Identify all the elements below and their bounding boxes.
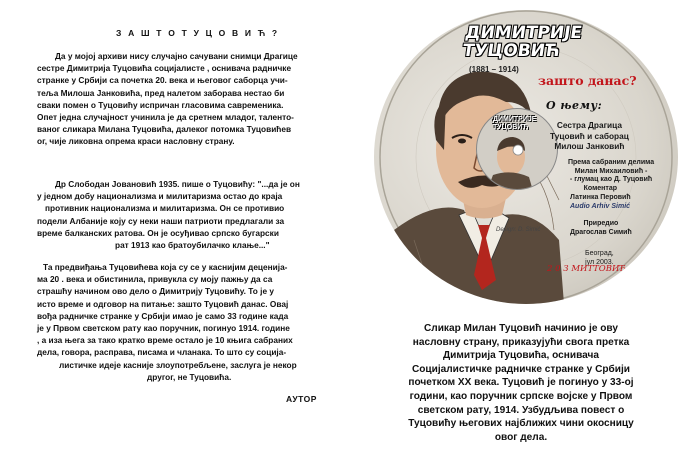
cd-studio: Audio Arhiv Simić bbox=[570, 203, 631, 210]
cd-text-line: Милан Михаиловић - bbox=[574, 167, 648, 175]
author-signature: АУТОР bbox=[286, 394, 317, 404]
text-line: страшћу начином ово дело о Димитрију Туцовићу. То је у bbox=[37, 286, 274, 297]
mini-title-line: ДИМИТРИЈЕ bbox=[493, 116, 537, 123]
text-line: исто време и одговор на питање: зашто Туцовић данас. Овај bbox=[37, 298, 289, 309]
cd-years: (1881 – 1914) bbox=[469, 65, 519, 74]
text-line: сваки помен о Туцовићу испричан гласовима савременика. bbox=[37, 99, 284, 110]
text-line: сестре Димитрија Туцовића социјалисте , оснивача радничке bbox=[37, 63, 292, 74]
text-line: Да у мојој архиви нису случајно сачувани снимци Драгице bbox=[55, 51, 298, 61]
cd-cover-illustration bbox=[374, 10, 678, 304]
text-line: ог, чије ликовна опрема краси насловну страну. bbox=[37, 136, 235, 147]
cd-about-label: О њему: bbox=[546, 99, 603, 112]
text-line: ма 20 . века и обистинила, привукла су мојy пажњу да са bbox=[37, 274, 273, 285]
text-line: је у Првом светском рату као поручник, погинуо 1914. године bbox=[37, 323, 290, 334]
mini-cd-thumbnail bbox=[476, 108, 558, 190]
text-line: ваног сликара Милана Туцовића, далеког потомка Туцовићев bbox=[37, 124, 292, 135]
text-line: време балканских ратова. Он је осуђивао српско бугарски bbox=[37, 227, 279, 238]
text-line: теља Милоша Јанковића, пред налетом заборава нестао би bbox=[37, 87, 285, 98]
caption-line: овог дела. bbox=[494, 431, 548, 443]
cd-text-line: јул 2003. bbox=[585, 258, 614, 266]
text-line: рат 1913 као братоубилачко клање..." bbox=[115, 240, 270, 251]
text-line: подели Албаније коју су неки наши патриоти предлагали за bbox=[37, 215, 285, 226]
cd-text-line: Латинка Перовић bbox=[570, 193, 631, 201]
caption-line: почетком XX века. Туцовић је погинуо у 33-ој bbox=[408, 377, 634, 389]
paragraph-quote bbox=[37, 178, 337, 251]
text-line: Др Слободан Јовановић 1935. пише о Туцовићу: "...да је он bbox=[55, 179, 300, 189]
cd-text-line: Милош Јанковић bbox=[554, 141, 625, 151]
text-line: листичке идеје касније злоупотребљене, заслуга је некор bbox=[59, 359, 297, 370]
cd-text-line: - глумац као Д. Туцовић bbox=[569, 176, 653, 183]
cd-text-line: Према сабраним делима bbox=[568, 159, 655, 166]
caption-line: насловну страну, приказујући свога претка bbox=[412, 336, 630, 348]
mini-title-line: ТУЦОВИЋ bbox=[493, 123, 529, 131]
text-line: другог, не Туцовића. bbox=[147, 371, 232, 382]
cd-text-line: Коментар bbox=[583, 185, 617, 192]
cd-excerpts bbox=[568, 159, 654, 185]
cd-sketch-note: 2 0 3 МИТТОВИЋ bbox=[547, 264, 627, 274]
cd-speakers bbox=[550, 120, 629, 152]
cd-subtitle: зашто данас? bbox=[538, 73, 637, 88]
text-line: противник национализма и милитаризма. Он се противио bbox=[45, 203, 285, 214]
cd-title-line: ДИМИТРИЈЕ bbox=[463, 23, 584, 43]
caption-line: Сликар Милан Туцовић начинио је ову bbox=[424, 323, 618, 334]
caption-line: Социјалистичке радничке странке у Србији bbox=[411, 363, 631, 375]
cover-caption bbox=[361, 322, 681, 444]
caption-line: Димитрија Туцовића, оснивача bbox=[442, 350, 600, 362]
cd-text-line: Туцовић и саборац bbox=[550, 130, 629, 141]
text-line: вођа радничке странке у Србији имао је само 33 године када bbox=[37, 310, 289, 321]
heading: З А Ш Т О Т У Ц О В И Ћ ? bbox=[116, 28, 280, 38]
cd-text-line: Сестра Драгица bbox=[556, 120, 622, 130]
text-line: у једном добу национализма и милитаризма остао до краја bbox=[37, 191, 283, 202]
text-line: странке у Србији са почетка 20. века и његовог саборца учи- bbox=[37, 75, 288, 86]
text-line: Опет једна случајност учинила је да сретнем младог, таленто- bbox=[37, 112, 294, 123]
paragraph-conclusion bbox=[37, 261, 337, 383]
cd-commentary bbox=[570, 185, 631, 202]
paragraph-intro bbox=[37, 50, 337, 148]
text-line: дела, говора, расправа, писама и чланака. То што су соција- bbox=[37, 347, 287, 358]
cd-title-line: ТУЦОВИЋ bbox=[461, 41, 562, 61]
caption-line: години, као поручник српске војске у Првом bbox=[409, 390, 633, 402]
cd-editor bbox=[570, 220, 632, 237]
caption-line: светском рату, 1914. Узбудљива повест о bbox=[417, 404, 625, 416]
cd-text-line: Београд, bbox=[585, 250, 614, 257]
mini-cd-title bbox=[493, 116, 536, 131]
text-line: , а иза њега за тако кратко време остало је 10 књига сабраних bbox=[37, 335, 293, 346]
text-line: Та предвиђања Туцовићева која су се у каснијим деценија- bbox=[43, 262, 288, 272]
cd-designer-credit: Design: D. Simić bbox=[496, 227, 541, 233]
caption-line: Туцовићу његових најближих чини окосницу bbox=[408, 418, 634, 430]
cd-title bbox=[461, 24, 583, 60]
cd-text-line: Приредио bbox=[583, 220, 619, 227]
cd-text-line: Драгослав Симић bbox=[570, 228, 632, 236]
